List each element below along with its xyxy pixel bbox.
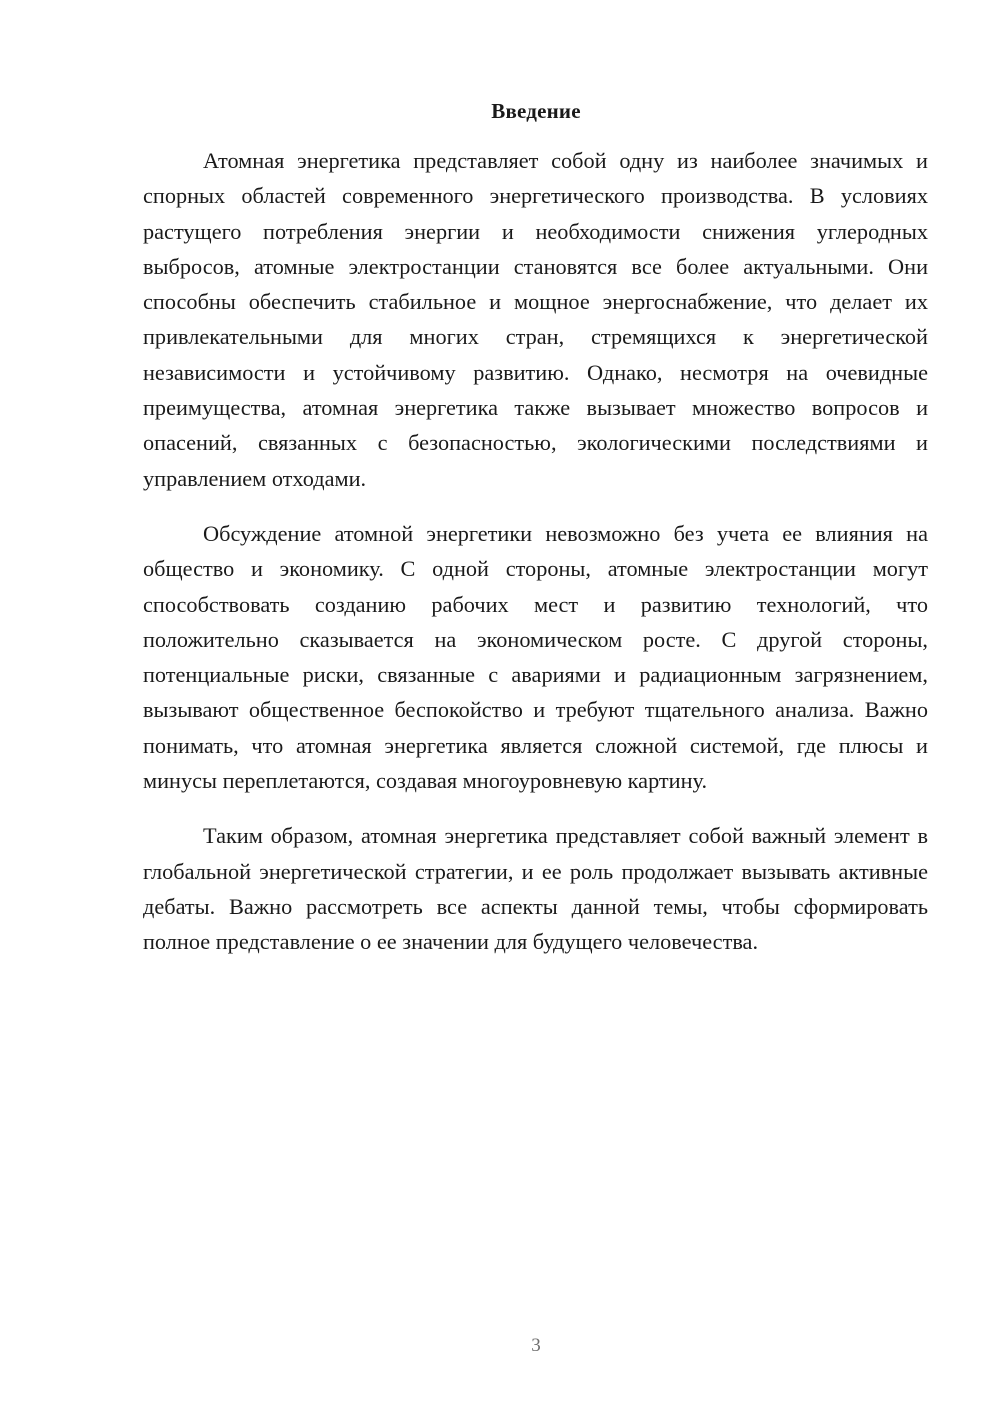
page-number: 3 <box>531 1335 541 1356</box>
paragraph: Таким образом, атомная энергетика представляет собой важный элемент в глобальной энергетической стратегии, и ее роль продолжает вызывать активные дебаты. Важно рассмотреть все аспекты данной темы, чтобы сформировать полное представление о ее значении для будущего человечества. <box>143 823 928 955</box>
paragraph: Обсуждение атомной энергетики невозможно без учета ее влияния на общество и экономику. С одной стороны, атомные электростанции могут способствовать созданию рабочих мест и развитию технологий, что положительно сказывается на экономическом росте. С другой стороны, потенциальные риски, связанные с авариями и радиационным загрязнением, вызывают общественное беспокойство и требуют тщательного анализа. Важно понимать, что атомная энергетика является сложной системой, где плюсы и минусы переплетаются, создавая многоуровневую картину. <box>143 520 928 794</box>
section-title: Введение <box>491 99 581 123</box>
paragraph: Атомная энергетика представляет собой одну из наиболее значимых и спорных областей современного энергетического производства. В условиях растущего потребления энергии и необходимости снижения углеродных выбросов, атомные электростанции становятся все более актуальными. Они способны обеспечить стабильное и мощное энергоснабжение, что делает их привлекательными для многих стран, стремящихся к энергетической независимости и устойчивому развитию. Однако, несмотря на очевидные преимущества, атомная энергетика также вызывает множество вопросов и опасений, связанных с безопасностью, экологическими последствиями и управлением отходами. <box>143 148 928 491</box>
body-text <box>143 143 928 960</box>
